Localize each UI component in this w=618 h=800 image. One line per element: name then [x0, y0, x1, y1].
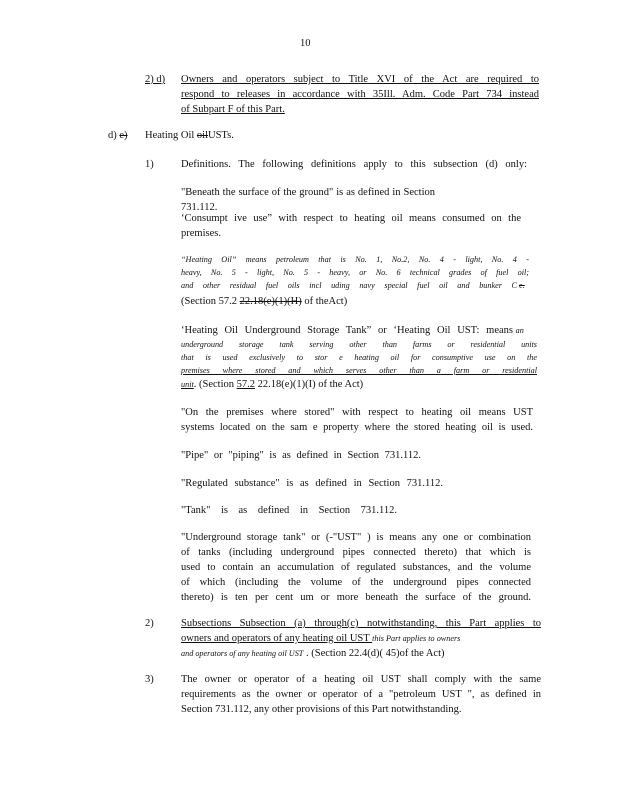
def-ust-unit: unit	[181, 380, 194, 389]
item-2-line	[181, 631, 541, 646]
item-3-label: 3)	[145, 674, 154, 685]
section-d-title	[145, 128, 234, 143]
section-d-label-struck: e)	[119, 130, 128, 141]
def-heating-oil	[181, 253, 529, 292]
def-consumptive	[181, 211, 521, 241]
def-ust-line: that is used exclusively to stor e heating oil for consumptive use on the	[181, 353, 537, 362]
item-1-intro	[181, 157, 527, 172]
item-2d-line: of Subpart F of this Part.	[181, 104, 285, 115]
def-tank-text: "Tank" is as defined in Section 731.112.	[181, 505, 397, 516]
def-heating-oil-ust	[181, 323, 537, 392]
page-number: 10	[300, 38, 311, 49]
section-d-label	[108, 128, 128, 143]
item-2-text	[181, 616, 541, 661]
def-heating-oil-cite	[181, 294, 347, 309]
def-tank	[181, 503, 397, 518]
item-1-label: 1)	[145, 159, 154, 170]
item-2-line	[181, 646, 541, 661]
item-2-label: 2)	[145, 618, 154, 629]
def-heating-oil-line: “Heating Oil” means petroleum that is No. 1, No.2, No. 4 - light, No. 4 -	[181, 255, 529, 264]
def-heating-oil-line	[181, 279, 529, 292]
cite-struck: 22.18(e)(1)(H)	[239, 296, 302, 307]
item-1-intro-text: Definitions. The following definitions apply to this subsection (d) only:	[181, 159, 527, 170]
item-2d-label: 2) d)	[145, 74, 166, 85]
def-consumptive-line: ‘Consumpt ive use” with respect to heating oil means consumed on the	[181, 213, 521, 224]
def-ust-cite-u: 57.2	[236, 379, 255, 390]
def-regulated	[181, 476, 443, 491]
cite-pre: (Section 57.2	[181, 296, 240, 307]
section-d-title-end: USTs.	[208, 130, 234, 141]
def-ust-head-small: an	[515, 326, 524, 335]
def-pipe-text: "Pipe" or "piping" is as defined in Section 731.112.	[181, 450, 421, 461]
def-ust-line: underground storage tank serving other than farms or residential units	[181, 340, 537, 349]
item-3-line: requirements as the owner or operator of a "petroleum UST ", as defined in	[181, 689, 541, 700]
def-underground-line: of which (including the volume of the underground pipes connected	[181, 577, 531, 588]
def-ust-cite	[181, 377, 537, 392]
def-premises-line: systems located on the sam e property where the stored heating oil is used.	[181, 422, 533, 433]
def-underground-line: of tanks (including underground pipes connected thereto) that which is	[181, 547, 531, 558]
def-premises-line: "On the premises where stored" with respect to heating oil means UST	[181, 407, 533, 418]
def-underground-line: "Underground storage tank" or (-"UST" ) is means any one or combination	[181, 532, 531, 543]
item-2-line2-text: owners and operators of any heating oil UST	[181, 633, 373, 644]
def-premises	[181, 405, 533, 435]
def-ust-head	[181, 323, 537, 338]
def-underground-line: thereto) is ten per cent um or more beneath the surface of the ground.	[181, 592, 531, 603]
item-2-line: Subsections Subsection (a) through(c) notwithstanding, this Part applies to	[181, 618, 541, 629]
section-d-title-text: Heating Oil	[145, 130, 197, 141]
item-2-line3-cite: . (Section 22.4(d)( 45)of the Act)	[303, 648, 445, 659]
def-ust-line: premises where stored and which serves other than a farm or residential	[181, 366, 537, 375]
cite-post: of theAct)	[301, 296, 348, 307]
def-underground-line: used to contain an accumulation of regulated substances, and the volume	[181, 562, 531, 573]
def-pipe	[181, 448, 421, 463]
section-d-label-new: d)	[108, 130, 117, 141]
def-consumptive-line: premises.	[181, 228, 221, 239]
def-ust-head-text: ‘Heating Oil Underground Storage Tank” or ‘Heating Oil UST: means	[181, 325, 513, 336]
item-2-line2-small: this Part applies to owners	[372, 634, 461, 643]
def-heating-oil-struck: e.	[519, 281, 525, 290]
item-3-text	[181, 672, 541, 717]
item-2d-line: respond to releases in accordance with 35Ill. Adm. Code Part 734 instead	[181, 89, 539, 100]
def-ust-cite-post: 22.18(e)(1)(I) of the Act)	[255, 379, 364, 390]
def-ust-cite-pre: . (Section	[193, 379, 237, 390]
section-d-title-struck: oil	[196, 130, 208, 141]
item-3-line: Section 731.112, any other provisions of this Part notwithstanding.	[181, 704, 462, 715]
def-beneath-text: "Beneath the surface of the ground" is as defined in Section 731.112.	[181, 187, 435, 213]
item-3-line: The owner or operator of a heating oil UST shall comply with the same	[181, 674, 541, 685]
def-heating-oil-line-text: and other residual fuel oils incl uding navy special fuel oil and bunker C	[181, 281, 517, 290]
item-2-line3-small: and operators of any heating oil UST	[181, 649, 304, 658]
item-2d-text	[181, 72, 539, 117]
def-heating-oil-line: heavy, No. 5 - light, No. 5 - heavy, or No. 6 technical grades of fuel oil;	[181, 268, 529, 277]
def-regulated-text: "Regulated substance" is as defined in Section 731.112.	[181, 478, 443, 489]
item-2d-line: Owners and operators subject to Title XVI of the Act are required to	[181, 74, 539, 85]
def-underground	[181, 530, 531, 605]
